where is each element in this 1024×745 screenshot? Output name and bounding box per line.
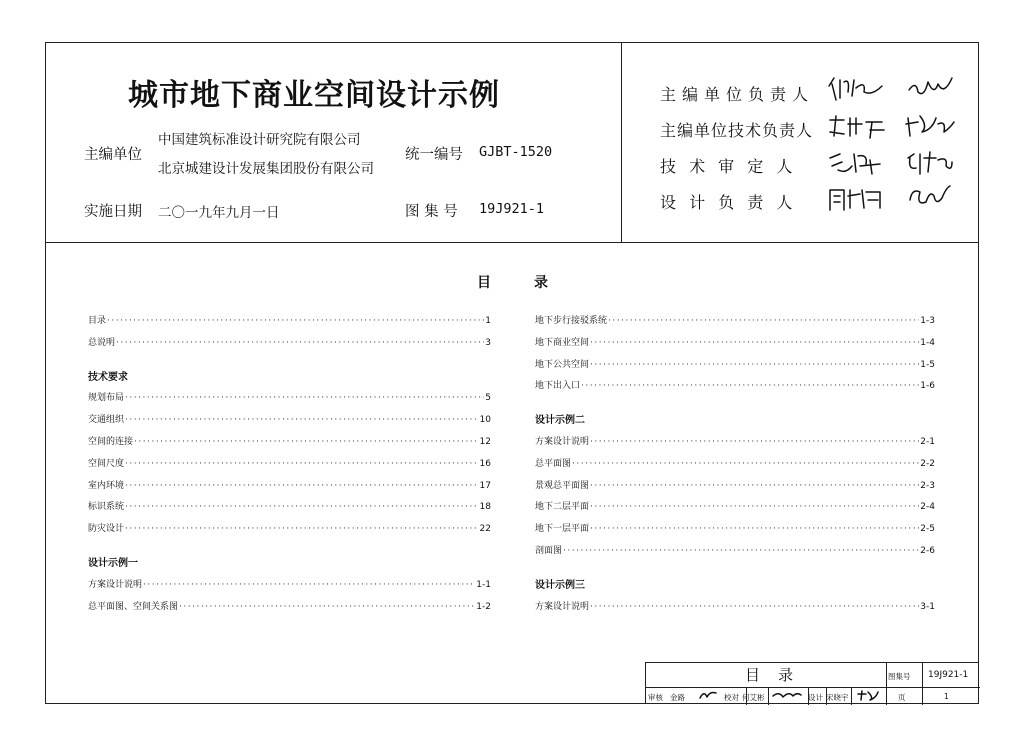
toc-section-heading: 技术要求 xyxy=(88,371,128,383)
leader-dots xyxy=(125,459,479,469)
toc-entry-title: 目录 xyxy=(88,316,107,326)
design-label: 设计 xyxy=(808,693,823,702)
toc-section-heading: 设计示例三 xyxy=(535,579,585,591)
toc-entry-page: 1-4 xyxy=(920,337,935,348)
toc-entry-page: 1-6 xyxy=(920,381,935,392)
toc-entry-title: 空间尺度 xyxy=(88,458,125,469)
atlas-title: 城市地下商业空间设计示例 xyxy=(128,78,500,113)
toc-entry-page: 1-5 xyxy=(920,359,935,370)
signature-image xyxy=(698,688,718,702)
serial-value: GJBT-1520 xyxy=(479,144,553,160)
toc-entry-page: 10 xyxy=(479,415,491,426)
toc-entry[interactable] xyxy=(535,599,935,613)
toc-section-heading: 设计示例二 xyxy=(535,415,585,427)
toc-entry-page: 2-6 xyxy=(920,546,935,556)
toc-section-heading: 设计示例一 xyxy=(88,558,138,569)
leader-dots xyxy=(107,316,484,326)
title-block-title: 目录 xyxy=(745,666,812,684)
toc-entry-page: 2-2 xyxy=(920,458,935,469)
toc-entry-title: 方案设计说明 xyxy=(88,579,143,590)
toc-entry-title: 室内环境 xyxy=(88,480,125,491)
toc-entry[interactable] xyxy=(535,521,935,535)
atlas-number-value: 19J921-1 xyxy=(479,201,545,217)
editor-unit-1: 中国建筑标准设计研究院有限公司 xyxy=(158,132,361,148)
toc-entry-title: 交通组织 xyxy=(88,415,125,426)
toc-entry-title: 剖面图 xyxy=(535,546,563,556)
toc-entry-page: 12 xyxy=(479,437,491,447)
leader-dots xyxy=(125,393,484,403)
toc-entry-page: 16 xyxy=(479,458,491,469)
toc-heading-left: 目 xyxy=(477,275,491,291)
toc-entry-title: 地下二层平面 xyxy=(535,502,590,513)
toc-entry-title: 地下步行接驳系统 xyxy=(535,316,608,326)
signature-image xyxy=(856,688,880,702)
editor-unit-label: 主编单位 xyxy=(84,147,142,163)
toc-entry[interactable] xyxy=(535,456,935,470)
toc-entry[interactable] xyxy=(88,521,491,535)
toc-entry-title: 标识系统 xyxy=(88,502,125,513)
toc-entry[interactable] xyxy=(535,434,935,448)
leader-dots xyxy=(590,502,919,512)
leader-dots xyxy=(608,316,919,326)
toc-entry[interactable] xyxy=(88,456,491,470)
toc-entry-page: 17 xyxy=(479,480,491,491)
date-value: 二〇一九年九月一日 xyxy=(158,205,280,221)
leader-dots xyxy=(125,415,479,425)
toc-entry-page: 1-1 xyxy=(476,579,491,590)
signature-image xyxy=(826,148,884,178)
date-label: 实施日期 xyxy=(84,204,142,220)
toc-entry[interactable] xyxy=(535,543,935,557)
serial-label: 统一编号 xyxy=(405,147,463,163)
toc-entry-title: 方案设计说明 xyxy=(535,601,590,612)
toc-entry[interactable] xyxy=(88,577,491,591)
toc-entry[interactable] xyxy=(535,478,935,492)
toc-heading-right: 录 xyxy=(534,275,548,291)
title-block-atlas-label: 图集号 xyxy=(888,672,911,681)
leader-dots xyxy=(581,381,919,391)
signature-role-4: 设 计 负 责 人 xyxy=(660,193,797,212)
signature-image xyxy=(826,74,886,104)
toc-entry-title: 总平面图、空间关系图 xyxy=(88,601,179,612)
toc-entry[interactable] xyxy=(535,313,935,327)
leader-dots xyxy=(590,360,919,370)
check-label: 校对 xyxy=(724,693,739,702)
designer-name: 宋晓宇 xyxy=(826,693,849,702)
signature-image xyxy=(771,688,803,702)
toc-entry-title: 方案设计说明 xyxy=(535,437,590,447)
signature-image xyxy=(904,148,954,178)
toc-entry[interactable] xyxy=(88,434,491,448)
leader-dots xyxy=(125,481,479,491)
header-divider xyxy=(45,242,979,243)
checker-name: 何艾彬 xyxy=(742,693,765,702)
toc-entry-title: 总说明 xyxy=(88,337,116,348)
toc-entry-title: 地下出入口 xyxy=(535,381,581,392)
toc-entry-title: 地下商业空间 xyxy=(535,337,590,348)
toc-entry[interactable] xyxy=(88,499,491,513)
signature-image xyxy=(906,182,954,212)
toc-entry-page: 5 xyxy=(485,393,491,404)
toc-entry-page: 3 xyxy=(485,337,491,348)
signature-image xyxy=(826,112,888,142)
leader-dots xyxy=(125,524,479,534)
toc-entry-page: 2-4 xyxy=(920,502,935,513)
signature-role-2: 主编单位技术负责人 xyxy=(660,121,814,140)
leader-dots xyxy=(143,580,475,590)
toc-entry-title: 空间的连接 xyxy=(88,437,134,447)
title-block-atlas-value: 19J921-1 xyxy=(928,670,969,680)
signature-divider xyxy=(621,42,622,242)
leader-dots xyxy=(179,602,475,612)
leader-dots xyxy=(590,338,919,348)
signature-role-1: 主编单位负责人 xyxy=(660,85,815,104)
leader-dots xyxy=(572,459,919,469)
toc-entry[interactable] xyxy=(88,412,491,426)
toc-entry[interactable] xyxy=(535,499,935,513)
toc-entry-title: 景观总平面图 xyxy=(535,480,590,491)
leader-dots xyxy=(590,524,919,534)
reviewer-name: 金路 xyxy=(670,693,685,702)
atlas-number-label: 图 集 号 xyxy=(405,204,458,220)
toc-entry-title: 地下公共空间 xyxy=(535,359,590,370)
toc-entry[interactable] xyxy=(88,335,491,349)
toc-entry-page: 1-3 xyxy=(920,316,935,326)
signature-role-3: 技 术 审 定 人 xyxy=(660,157,797,176)
toc-entry-title: 防灾设计 xyxy=(88,524,125,535)
toc-entry[interactable] xyxy=(88,313,491,327)
leader-dots xyxy=(590,481,919,491)
toc-entry[interactable] xyxy=(88,390,491,404)
toc-entry-page: 22 xyxy=(479,524,491,535)
toc-entry-title: 总平面图 xyxy=(535,458,572,469)
toc-entry[interactable] xyxy=(535,357,935,371)
leader-dots xyxy=(590,602,919,612)
toc-entry-title: 地下一层平面 xyxy=(535,524,590,535)
toc-entry-page: 2-1 xyxy=(920,437,935,447)
toc-entry-page: 2-5 xyxy=(920,524,935,535)
leader-dots xyxy=(134,437,479,447)
leader-dots xyxy=(116,338,484,348)
toc-entry[interactable] xyxy=(88,599,491,613)
page-label: 页 xyxy=(898,693,906,702)
signature-image xyxy=(826,184,884,214)
toc-entry-page: 1 xyxy=(485,316,491,326)
toc-entry[interactable] xyxy=(535,335,935,349)
review-label: 审核 xyxy=(648,693,663,702)
editor-unit-2: 北京城建设计发展集团股份有限公司 xyxy=(158,161,374,177)
page-value: 1 xyxy=(944,692,949,701)
toc-entry-page: 1-2 xyxy=(476,601,491,612)
leader-dots xyxy=(563,546,919,556)
toc-entry-page: 2-3 xyxy=(920,480,935,491)
leader-dots xyxy=(590,437,919,447)
toc-entry-page: 3-1 xyxy=(920,601,935,612)
toc-entry[interactable] xyxy=(88,478,491,492)
signature-image xyxy=(906,74,956,104)
leader-dots xyxy=(125,502,479,512)
toc-entry-title: 规划布局 xyxy=(88,393,125,404)
toc-entry-page: 18 xyxy=(479,502,491,513)
toc-entry[interactable] xyxy=(535,378,935,392)
signature-image xyxy=(904,110,956,140)
